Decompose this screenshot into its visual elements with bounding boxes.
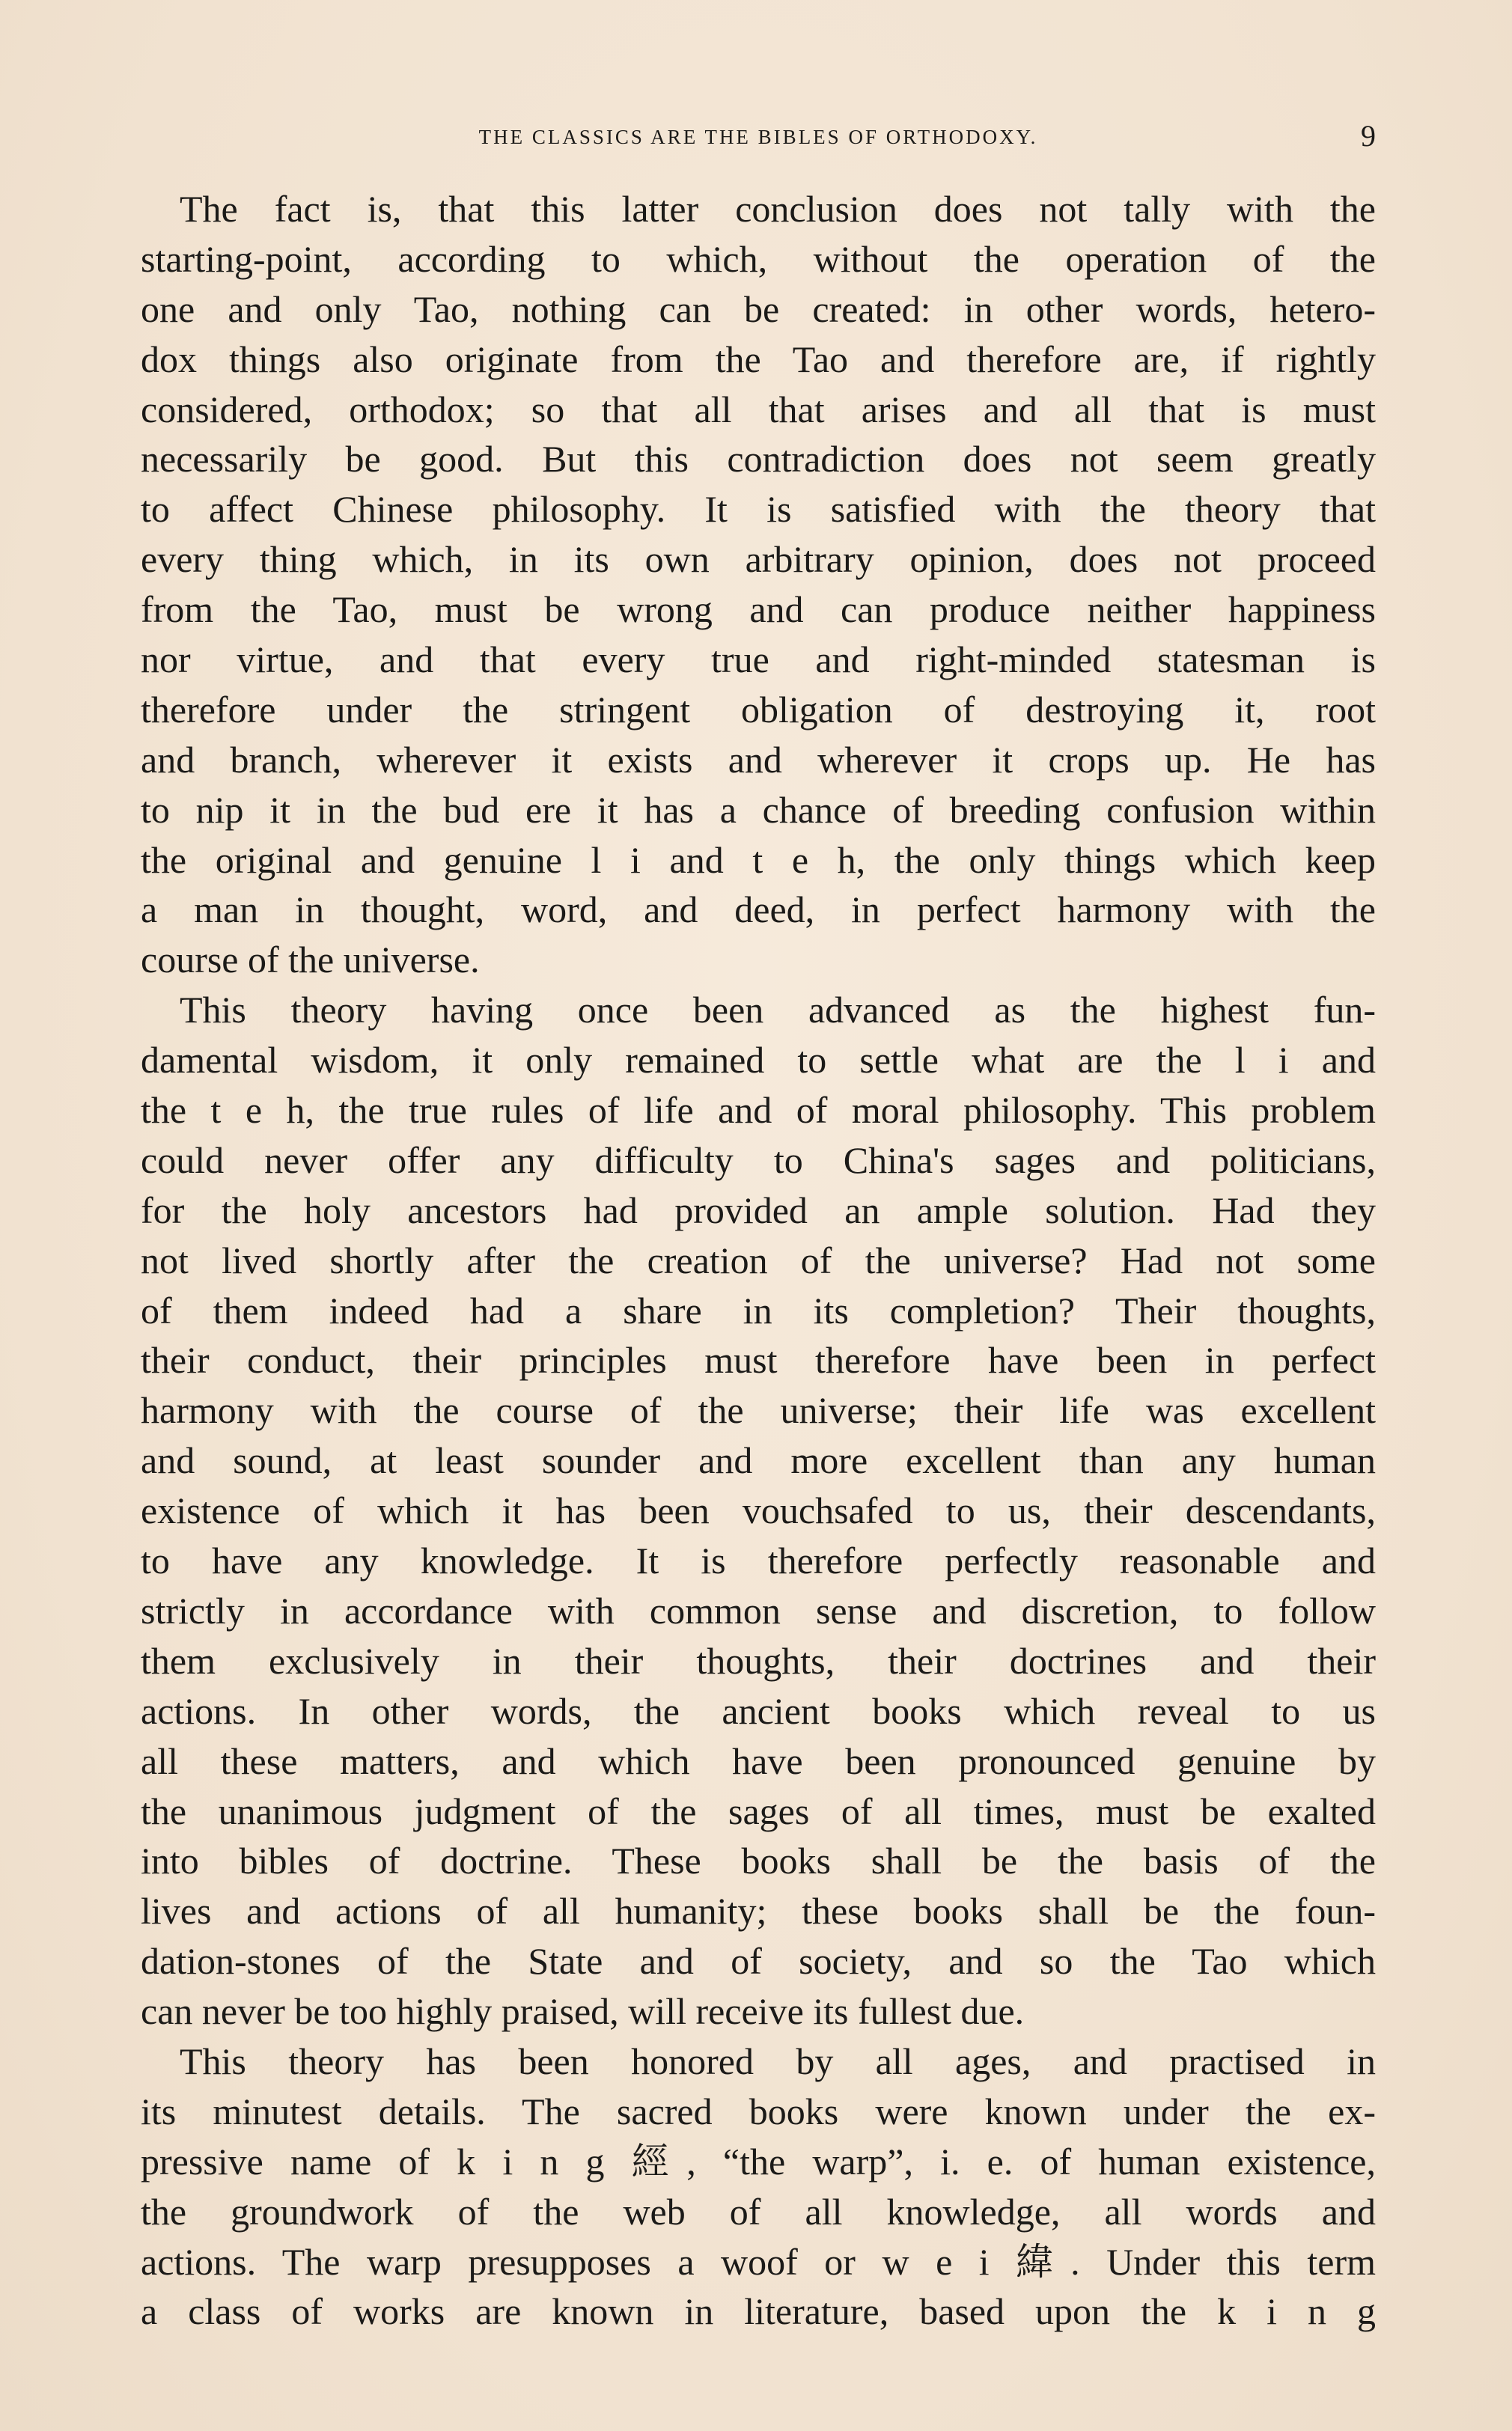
text-line: and branch, wherever it exists and wherever it crops up. He has	[141, 738, 1376, 781]
text-line: necessarily be good. But this contradiction does not seem greatly	[141, 438, 1376, 481]
text-line: the t e h, the true rules of life and of moral philosophy. This problem	[141, 1089, 1376, 1132]
running-head	[141, 118, 1376, 156]
page-number: 9	[1361, 119, 1376, 153]
text-line: of them indeed had a share in its completion? Their thoughts,	[141, 1289, 1376, 1332]
text-line: This theory has been honored by all ages, and practised in	[180, 2040, 1376, 2082]
text-line: from the Tao, must be wrong and can produce neither happiness	[141, 588, 1376, 631]
text-line: damental wisdom, it only remained to settle what are the l i and	[141, 1039, 1376, 1082]
text-line: course of the universe.	[141, 939, 480, 981]
text-line: to have any knowledge. It is therefore perfectly reasonable and	[141, 1540, 1376, 1582]
text-line: actions. The warp presupposes a woof or w e i 緯. Under this term	[141, 2240, 1376, 2283]
text-line: to nip it in the bud ere it has a chance of breeding confusion within	[141, 788, 1376, 831]
paragraph	[141, 2037, 1376, 2337]
text-line: therefore under the stringent obligation of destroying it, root	[141, 688, 1376, 730]
text-line: starting-point, according to which, without the operation of the	[141, 237, 1376, 280]
text-line: to affect Chinese philosophy. It is satisfied with the theory that	[141, 488, 1376, 531]
text-line: every thing which, in its own arbitrary opinion, does not proceed	[141, 538, 1376, 581]
text-line: the original and genuine l i and t e h, the only things which keep	[141, 838, 1376, 881]
text-line: considered, orthodox; so that all that arises and all that is must	[141, 388, 1376, 430]
text-line: harmony with the course of the universe; their life was excellent	[141, 1389, 1376, 1432]
text-line: and sound, at least sounder and more excellent than any human	[141, 1439, 1376, 1482]
text-line: could never offer any difficulty to China's sages and politicians,	[141, 1138, 1376, 1181]
paragraph	[141, 985, 1376, 2037]
text-line: its minutest details. The sacred books were known under the ex-	[141, 2090, 1376, 2132]
text-line: the groundwork of the web of all knowledge, all words and	[141, 2190, 1376, 2233]
text-line: all these matters, and which have been pronounced genuine by	[141, 1739, 1376, 1782]
paragraph	[141, 184, 1376, 985]
text-line: strictly in accordance with common sense and discretion, to follow	[141, 1589, 1376, 1632]
text-line: one and only Tao, nothing can be created: in other words, hetero-	[141, 287, 1376, 330]
text-line: their conduct, their principles must therefore have been in perfect	[141, 1339, 1376, 1382]
running-head-title: THE CLASSICS ARE THE BIBLES OF ORTHODOXY.	[478, 126, 1038, 148]
text-line: dation-stones of the State and of society, and so the Tao which	[141, 1940, 1376, 1983]
text-line: The fact is, that this latter conclusion does not tally with the	[180, 188, 1376, 230]
text-line: This theory having once been advanced as the highest fun-	[180, 989, 1376, 1031]
text-line: nor virtue, and that every true and right-minded statesman is	[141, 638, 1376, 681]
text-line: them exclusively in their thoughts, their doctrines and their	[141, 1639, 1376, 1682]
text-line: pressive name of k i n g 經, “the warp”, i. e. of human existence,	[141, 2140, 1376, 2183]
text-line: existence of which it has been vouchsafed to us, their descendants,	[141, 1489, 1376, 1532]
text-line: can never be too highly praised, will receive its fullest due.	[141, 1990, 1025, 2033]
text-line: the unanimous judgment of the sages of all times, must be exalted	[141, 1790, 1376, 1832]
text-line: not lived shortly after the creation of the universe? Had not some	[141, 1239, 1376, 1281]
text-line: a man in thought, word, and deed, in perfect harmony with the	[141, 888, 1376, 931]
text-line: actions. In other words, the ancient books which reveal to us	[141, 1689, 1376, 1732]
text-line: lives and actions of all humanity; these books shall be the foun-	[141, 1890, 1376, 1933]
text-line: into bibles of doctrine. These books shall be the basis of the	[141, 1840, 1376, 1882]
body-text	[141, 184, 1376, 2337]
text-line: a class of works are known in literature, based upon the k i n g	[141, 2290, 1376, 2333]
text-line: dox things also originate from the Tao and therefore are, if rightly	[141, 338, 1376, 380]
text-line: for the holy ancestors had provided an ample solution. Had they	[141, 1189, 1376, 1231]
